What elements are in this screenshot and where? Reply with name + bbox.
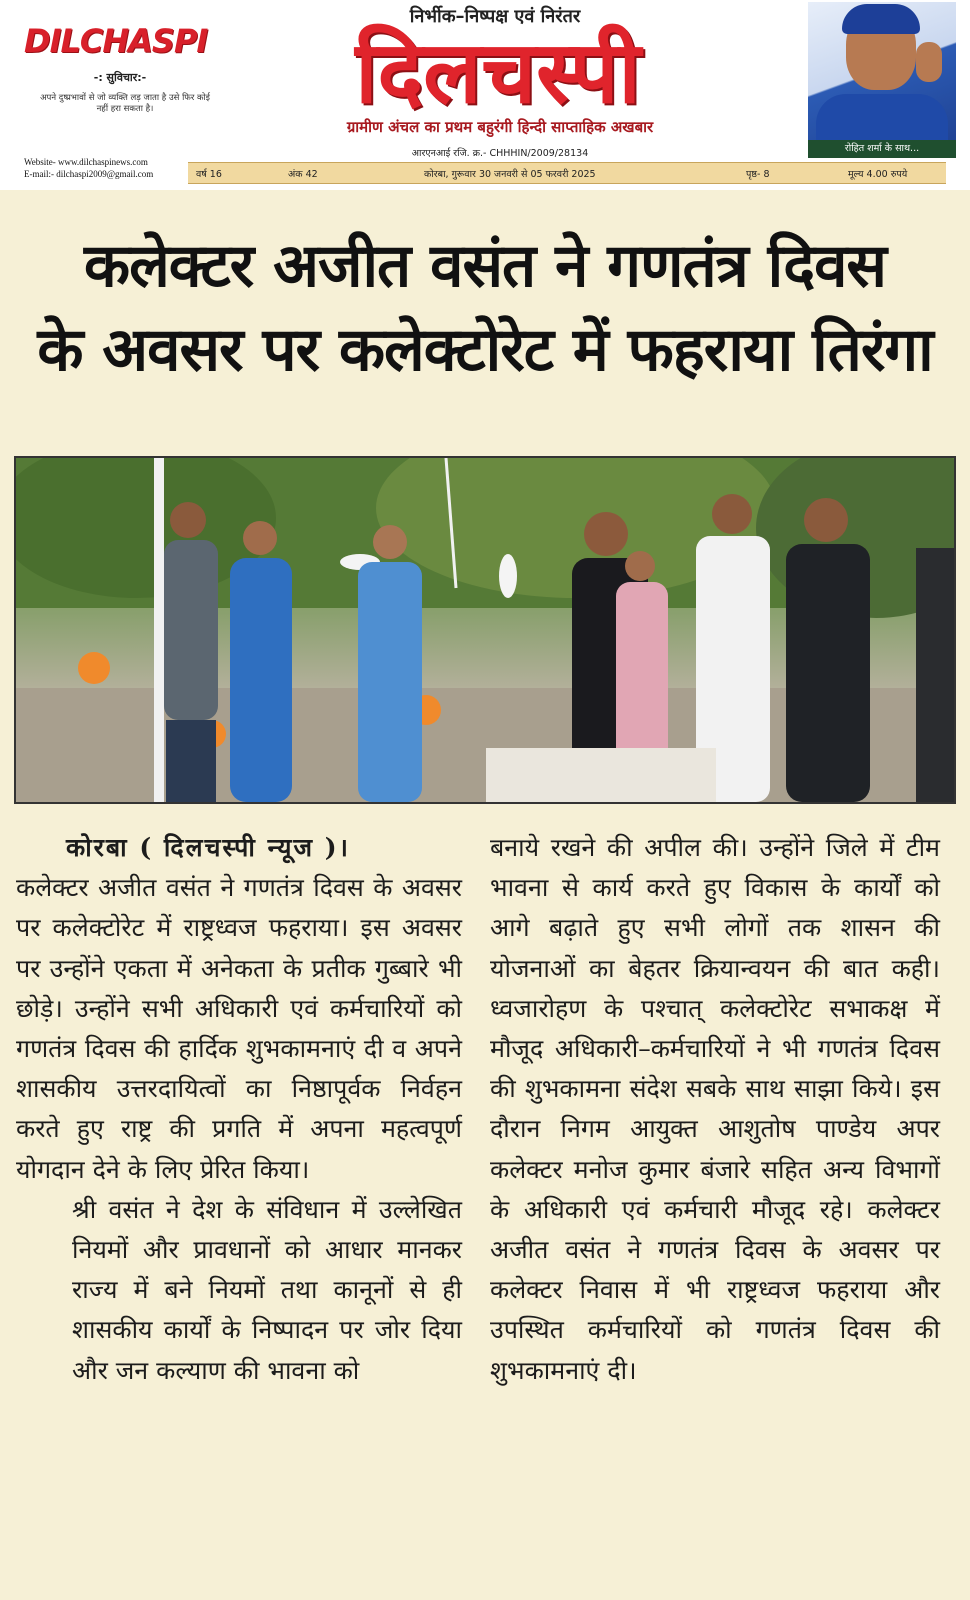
article-paragraph: कलेक्टर अजीत वसंत ने गणतंत्र दिवस के अवसर पर कलेक्टोरेट में राष्ट्रध्वज फहराया। इस अवसर पर उन्होंने एकता में अनेकता के प्रतीक गुब्बारे भी छोड़े। उन्होंने सभी अधिकारी एवं कर्मचारियों को गणतंत्र दिवस की हार्दिक शुभकामनाएं दी व अपने शासकीय उत्तरदायित्वों का निष्ठापूर्वक निर्वहन करते हुए राष्ट्र की प्रगति में अपना महत्वपूर्ण योगदान देने के लिए प्रेरित किया।: [16, 873, 462, 1184]
article-paragraph: श्री वसंत ने देश के संविधान में उल्लेखित नियमों और प्रावधानों को आधार मानकर राज्य में बने नियमों तथा कानूनों से ही शासकीय कार्यों के निष्पादन पर जोर दिया और जन कल्याण की भावना को: [72, 1194, 462, 1385]
suvichar-title: -: सुविचार:-: [93, 71, 147, 84]
website-link[interactable]: Website- www.dilchaspinews.com: [24, 157, 148, 167]
white-balloon: [499, 554, 517, 598]
issue-info-bar: [188, 162, 946, 184]
promo-photo: [808, 2, 956, 156]
orange-balloon: [78, 652, 110, 684]
year-label: वर्ष 16: [196, 169, 222, 180]
person-edge: [916, 548, 954, 802]
flag-pole: [154, 458, 164, 802]
newspaper-title: दिलचस्पी: [355, 23, 641, 123]
price-label: मूल्य 4.00 रुपये: [848, 169, 908, 180]
thumbs-up-icon: [916, 42, 942, 82]
person-scout: [164, 502, 218, 802]
article-column-right: [490, 828, 940, 1391]
headline-line-2: के अवसर पर कलेक्टोरेट में फहराया तिरंगा: [37, 315, 933, 385]
headline-line-1: कलेक्टर अजीत वसंत ने गणतंत्र दिवस: [83, 231, 886, 301]
email-link[interactable]: E-mail:- dilchaspi2009@gmail.com: [24, 169, 154, 179]
brand-logo: DILCHASPI: [24, 22, 208, 60]
flag-hoisting-photo: [16, 458, 954, 802]
news-photo: [14, 456, 956, 804]
contact-info: [24, 156, 194, 180]
masthead: [0, 0, 970, 190]
page-label: पृष्ठ- 8: [746, 169, 770, 180]
issue-label: अंक 42: [288, 169, 318, 180]
person-woman-blue-saree: [230, 521, 292, 802]
promo-cap: [842, 4, 920, 34]
newspaper-subtitle: ग्रामीण अंचल का प्रथम बहुरंगी हिन्दी साप्ताहिक अखबार: [346, 118, 654, 136]
article-paragraph: बनाये रखने की अपील की। उन्होंने जिले में टीम भावना से कार्य करते हुए विकास के कार्यों को आगे बढ़ाते हुए सभी लोगों तक शासन की योजनाओं का बेहतर क्रियान्वयन की बात कही। ध्वजारोहण के पश्चात् कलेक्टोरेट सभाकक्ष में मौजूद अधिकारी–कर्मचारियों ने भी गणतंत्र दिवस की शुभकामना संदेश सबके साथ साझा किये। इस दौरान निगम आयुक्त आशुतोष पाण्डेय अपर कलेक्टर मनोज कुमार बंजारे सहित अन्य विभागों के अधिकारी एवं कर्मचारी मौजूद रहे। कलेक्टर अजीत वसंत ने गणतंत्र दिवस के अवसर पर कलेक्टर निवास में भी राष्ट्रध्वज फहराया और उपस्थित कर्मचारियों को गणतंत्र दिवस की शुभकामनाएं दी।: [490, 833, 940, 1385]
tagline: निर्भीक–निष्पक्ष एवं निरंतर: [409, 6, 581, 27]
promo-caption: रोहित शर्मा के साथ...: [808, 140, 956, 158]
suvichar-text: अपने दुष्प्रभावों से जो व्यक्ति लड़ जाता है उसे फिर कोई नहीं हरा सकता है।: [40, 93, 210, 114]
place-date-label: कोरबा, गुरूवार 30 जनवरी से 05 फरवरी 2025: [424, 169, 596, 180]
person-guide: [358, 525, 422, 802]
table-cloth: [486, 748, 716, 802]
article-column-left: [16, 828, 462, 1391]
article-dateline: कोरबा ( दिलचस्पी न्यूज )।: [66, 833, 350, 862]
registration-number: आरएनआई रजि. क्र.- CHHHIN/2009/28134: [411, 148, 589, 159]
headline: [14, 224, 956, 392]
